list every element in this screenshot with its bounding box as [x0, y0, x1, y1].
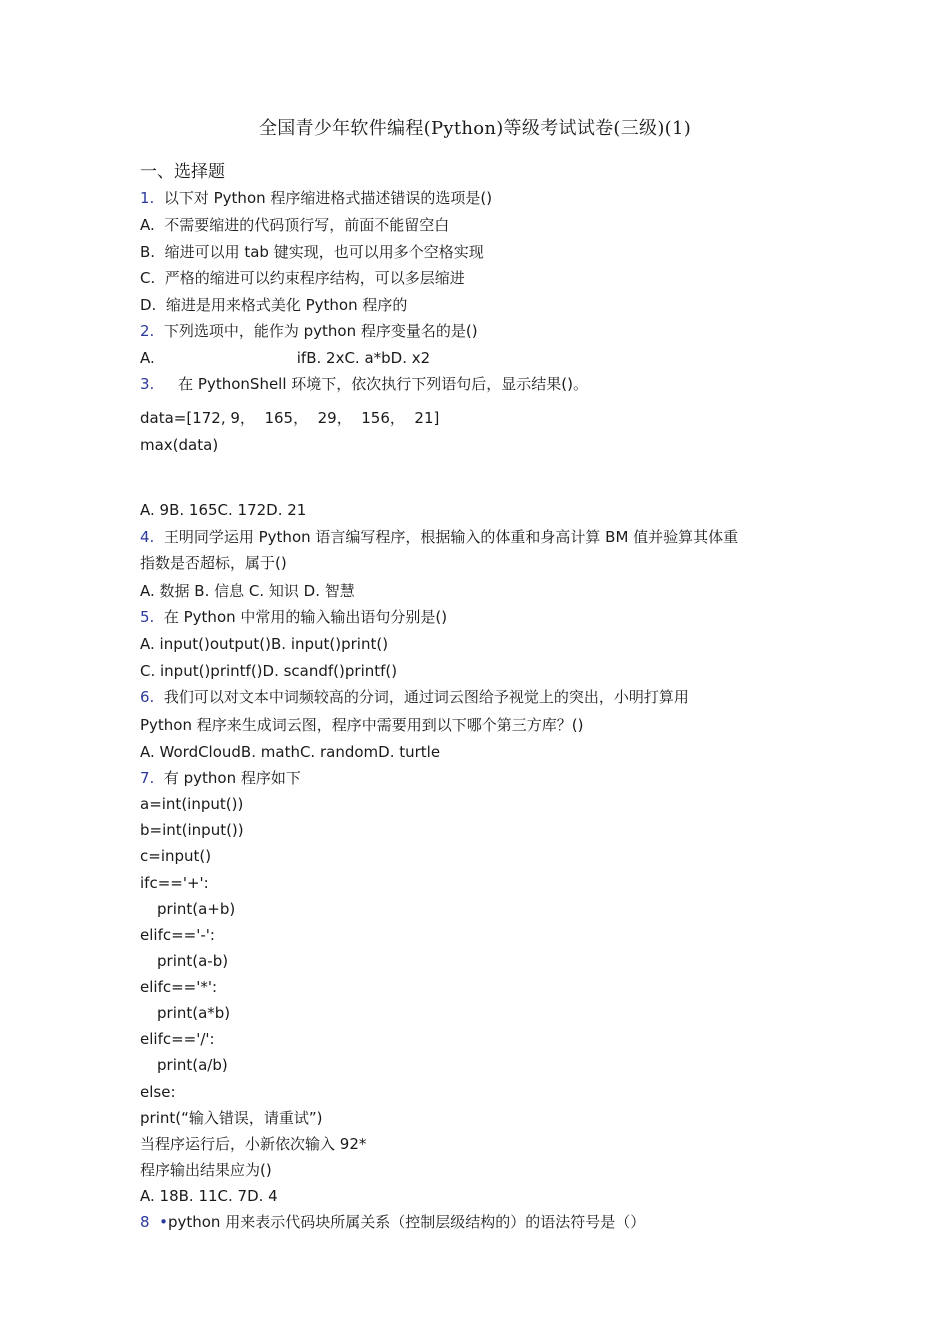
question-number: 6.	[140, 688, 155, 706]
question-number: 5.	[140, 608, 155, 626]
code-line: print(“输入错误，请重试”)	[140, 1109, 323, 1127]
question-text-continued: Python 程序来生成词云图，程序中需要用到以下哪个第三方库？()	[140, 716, 584, 734]
q1-option-b: B. 缩进可以用 tab 键实现，也可以用多个空格实现	[140, 243, 484, 261]
question-2	[140, 321, 478, 341]
question-number: 3.	[140, 375, 155, 393]
q2-options	[140, 348, 430, 368]
q6-options: A. WordCloudB. mathC. randomD. turtle	[140, 743, 441, 761]
code-line: data=[172, 9， 165， 29， 156， 21]	[140, 409, 440, 427]
q5-options-line-2: C. input()printf()D. scandf()printf()	[140, 662, 398, 680]
question-text: 在 PythonShell 环境下，依次执行下列语句后，显示结果()。	[178, 375, 588, 393]
q3-options: A. 9B. 165C. 172D. 21	[140, 501, 307, 519]
section-heading: 一、选择题	[140, 162, 225, 182]
code-line: elifc=='/':	[140, 1030, 215, 1048]
question-7	[140, 768, 301, 788]
question-number: 2.	[140, 322, 155, 340]
q7-after-text: 当程序运行后，小新依次输入 92*	[140, 1135, 367, 1153]
question-text: 以下对 Python 程序缩进格式描述错误的选项是()	[163, 189, 493, 207]
code-line: b=int(input())	[140, 821, 244, 839]
q2-options-rest: ifB. 2xC. a*bD. x2	[296, 349, 431, 367]
question-text: 在 Python 中常用的输入输出语句分别是()	[163, 608, 448, 626]
question-text: python 用来表示代码块所属关系（控制层级结构的）的语法符号是（）	[167, 1213, 646, 1231]
q1-option-d: D. 缩进是用来格式美化 Python 程序的	[140, 296, 408, 314]
q4-options: A. 数据 B. 信息 C. 知识 D. 智慧	[140, 582, 355, 600]
question-text-continued: 指数是否超标，属于()	[140, 554, 287, 572]
exam-title: 全国青少年软件编程(Python)等级考试试卷(三级)(1)	[258, 118, 692, 139]
question-8	[140, 1212, 645, 1232]
code-line: print(a/b)	[157, 1056, 228, 1074]
q1-option-c: C. 严格的缩进可以约束程序结构，可以多层缩进	[140, 269, 465, 287]
question-number: 7.	[140, 769, 155, 787]
q7-after-text: 程序输出结果应为()	[140, 1161, 272, 1179]
question-text: 下列选项中，能作为 python 程序变量名的是()	[163, 322, 478, 340]
code-line: else:	[140, 1083, 176, 1101]
q7-options: A. 18B. 11C. 7D. 4	[140, 1187, 278, 1205]
question-text: 王明同学运用 Python 语言编写程序，根据输入的体重和身高计算 BM 值并验算其体重	[163, 528, 739, 546]
q2-option-a-label: A.	[140, 349, 155, 367]
question-text: 我们可以对文本中词频较高的分词，通过词云图给予视觉上的突出，小明打算用	[163, 688, 689, 706]
code-line: max(data)	[140, 436, 219, 454]
code-line: print(a-b)	[157, 952, 229, 970]
question-5	[140, 607, 447, 627]
q1-option-a: A. 不需要缩进的代码顶行写，前面不能留空白	[140, 216, 450, 234]
code-line: ifc=='+':	[140, 874, 209, 892]
question-text: 有 python 程序如下	[163, 769, 301, 787]
code-line: elifc=='-':	[140, 926, 215, 944]
question-1	[140, 188, 492, 208]
code-line: print(a+b)	[157, 900, 236, 918]
question-number: 1.	[140, 189, 155, 207]
question-4	[140, 527, 738, 547]
code-line: c=input()	[140, 847, 212, 865]
question-3	[140, 374, 588, 394]
q5-options-line-1: A. input()output()B. input()print()	[140, 635, 389, 653]
code-line: a=int(input())	[140, 795, 244, 813]
code-line: print(a*b)	[157, 1004, 231, 1022]
question-number: 4.	[140, 528, 155, 546]
bullet-icon: •	[159, 1213, 168, 1231]
code-line: elifc=='*':	[140, 978, 218, 996]
question-6	[140, 687, 689, 707]
question-number: 8	[140, 1213, 150, 1231]
